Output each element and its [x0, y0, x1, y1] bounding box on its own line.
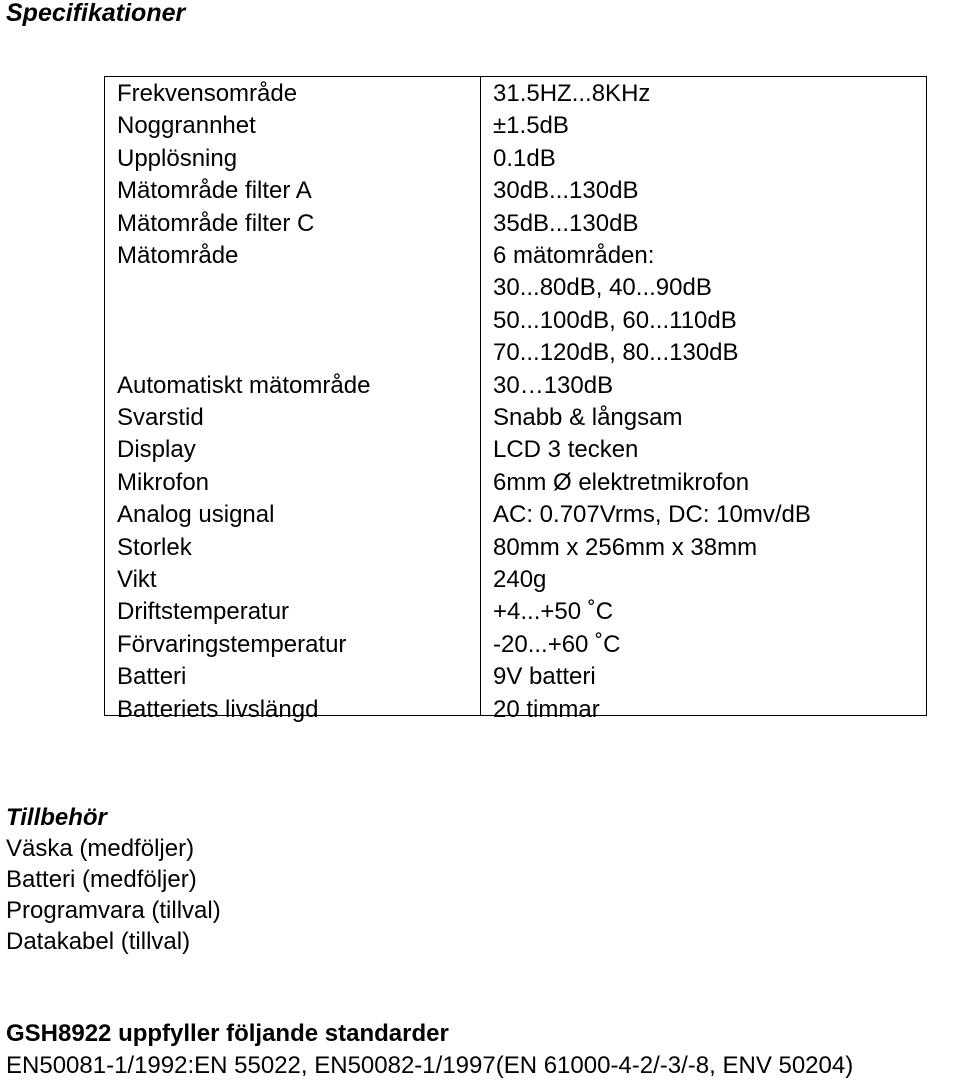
spec-value-line: 6mm Ø elektretmikrofon	[493, 468, 750, 496]
accessories-section	[6, 802, 221, 957]
spec-value	[493, 240, 739, 370]
spec-label: Mätområde filter C	[117, 209, 315, 237]
spec-value	[493, 208, 638, 240]
spec-value	[493, 175, 638, 207]
spec-value	[493, 564, 546, 596]
spec-label: Svarstid	[117, 404, 204, 431]
standards-text: EN50081-1/1992:EN 55022, EN50082-1/1997(EN 61000-4-2/-3/-8, ENV 50204)	[6, 1052, 854, 1079]
spec-value-line: 31.5HZ...8KHz	[493, 80, 651, 107]
spec-value-line: 30dB...130dB	[493, 177, 639, 205]
spec-value	[493, 143, 556, 175]
spec-value-line: 35dB...130dB	[493, 209, 639, 237]
spec-value-line: 80mm x 256mm x 38mm	[493, 533, 758, 561]
spec-label: Mätområde filter A	[117, 177, 312, 205]
spec-value-line: +4...+50 ˚C	[493, 598, 614, 626]
spec-value-line: LCD 3 tecken	[493, 436, 639, 464]
spec-value	[493, 596, 613, 628]
accessories-title: Tillbehör	[6, 804, 107, 831]
spec-value-line: 30...80dB, 40...90dB	[493, 274, 712, 302]
spec-label: Frekvensområde	[117, 80, 298, 107]
spec-value	[493, 110, 569, 142]
spec-table	[104, 76, 927, 723]
spec-label: Vikt	[117, 566, 157, 593]
spec-value-line: 240g	[493, 566, 547, 593]
spec-label: Batteriets livslängd	[117, 695, 319, 723]
standards-title: GSH8922 uppfyller följande standarder	[6, 1020, 449, 1047]
spec-label: Mätområde	[117, 242, 239, 269]
spec-label: Noggrannhet	[117, 112, 256, 140]
spec-value	[493, 467, 749, 499]
spec-label: Analog usignal	[117, 501, 275, 529]
spec-value-line: 20 timmar	[493, 695, 600, 723]
accessory-item: Väska (medföljer)	[6, 835, 195, 862]
spec-value	[493, 661, 596, 693]
spec-value	[493, 434, 638, 466]
spec-label: Storlek	[117, 533, 192, 561]
spec-value-line: 0.1dB	[493, 144, 556, 172]
page-heading: Specifikationer	[6, 0, 186, 27]
spec-label: Driftstemperatur	[117, 598, 290, 626]
spec-label: Förvaringstemperatur	[117, 630, 347, 658]
spec-value-line: ±1.5dB	[493, 112, 569, 140]
spec-value-line: 30…130dB	[493, 371, 614, 399]
spec-value-line: 6 mätområden:	[493, 242, 655, 269]
spec-label: Mikrofon	[117, 468, 210, 496]
accessory-item: Batteri (medföljer)	[6, 866, 197, 893]
spec-value-line: AC: 0.707Vrms, DC: 10mv/dB	[493, 501, 811, 529]
spec-value	[493, 78, 650, 110]
spec-value	[493, 499, 811, 531]
spec-label: Upplösning	[117, 144, 238, 172]
standards-section	[6, 1018, 853, 1082]
spec-label: Display	[117, 436, 196, 464]
spec-value	[493, 402, 682, 434]
accessory-item: Programvara (tillval)	[6, 897, 221, 924]
spec-value	[493, 629, 620, 661]
spec-value-line: Snabb & långsam	[493, 404, 683, 431]
spec-value-line: 50...100dB, 60...110dB	[493, 306, 737, 334]
column-divider	[480, 77, 481, 715]
spec-label: Batteri	[117, 663, 187, 691]
spec-value	[493, 532, 757, 564]
accessory-item: Datakabel (tillval)	[6, 928, 191, 955]
spec-value	[493, 370, 613, 402]
spec-value-line: 9V batteri	[493, 663, 596, 691]
spec-label: Automatiskt mätområde	[117, 371, 371, 399]
spec-value	[493, 694, 600, 726]
spec-value-line: -20...+60 ˚C	[493, 630, 621, 658]
spec-value-line: 70...120dB, 80...130dB	[493, 339, 739, 367]
